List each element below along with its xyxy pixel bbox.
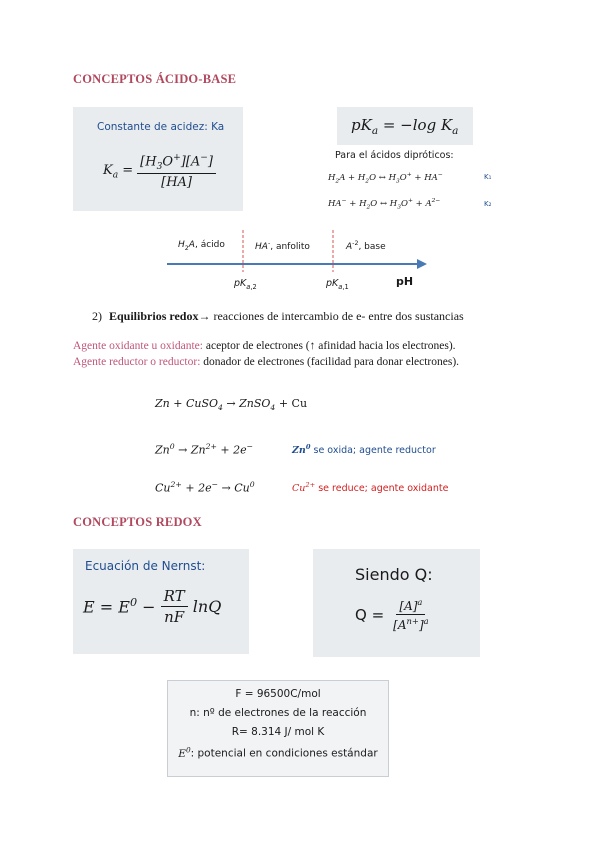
diprotic-label: Para el ácidos dipróticos:: [335, 150, 454, 161]
oxidant-definition: [73, 340, 456, 352]
list-number: 2): [92, 309, 102, 323]
q-box: [313, 549, 480, 657]
nernst-formula: $E = E^0$ − $\frac{RT}{nF}$ lnQ: [83, 587, 222, 626]
legend-electrons: n: nº de electrones de la reacción: [189, 707, 367, 719]
oxidant-term: Agente oxidante u oxidante:: [73, 340, 203, 352]
ka-definition-box: [73, 107, 243, 211]
diprotic-k2: K₂: [484, 200, 492, 208]
nernst-title: Ecuación de Nernst:: [85, 559, 206, 573]
legend-faraday: F = 96500C/mol: [235, 688, 321, 700]
half-reaction-oxidation: $Zn^0 \to Zn^{2+} + 2e^-$: [155, 442, 254, 457]
reductor-term: Agente reductor o reductor:: [73, 356, 201, 368]
q-title: Siendo Q:: [355, 565, 433, 584]
section-heading-acid-base: CONCEPTOS ÁCIDO-BASE: [73, 72, 237, 86]
pk2-label: $pK_{a,1}$: [326, 278, 349, 291]
oxidant-def: aceptor de electrones (↑ afinidad hacia los electrones).: [202, 340, 456, 352]
reductor-def: donador de electrones (facilidad para donar electrones).: [200, 356, 460, 368]
half-reaction-reduction: $Cu^{2+} + 2e^- \to Cu^0$: [155, 480, 255, 495]
zone-ampholyte: HA-, anfolito: [255, 240, 310, 252]
ph-axis-label: pH: [396, 275, 414, 288]
redox-intro-title: Equilibrios redox: [109, 309, 199, 323]
section-heading-redox: CONCEPTOS REDOX: [73, 515, 202, 529]
pk1-label: $pK_{a,2}$: [234, 278, 257, 291]
diprotic-k1: K₁: [484, 173, 492, 181]
reductor-definition: [73, 356, 459, 368]
oxidation-note-text: se oxida; agente reductor: [310, 445, 436, 457]
reduction-note: $Cu^{2+}$ se reduce; agente oxidante: [292, 481, 449, 495]
diprotic-equation-1: $H_2A + H_2O$ ↔ $H_3O^+ + HA^-$: [328, 171, 443, 185]
q-formula: Q = $\frac{[A]^a}{[A^{n+}]^a}$: [355, 597, 429, 632]
reduction-note-text: se reduce; agente oxidante: [315, 483, 449, 495]
ka-box-title: Constante de acidez: Ka: [97, 121, 225, 133]
oxidation-note: Zn$^0$ se oxida; agente reductor: [292, 443, 436, 457]
nernst-box: [73, 549, 249, 654]
ph-axis-arrowhead: [417, 259, 427, 269]
pka-formula-box: [337, 107, 473, 145]
zone-acid: $H_2A$, ácido: [178, 240, 225, 252]
constants-legend-box: [167, 680, 389, 777]
redox-intro-text: → reacciones de intercambio de e- entre dos sustancias: [198, 309, 464, 323]
legend-gas-constant: R= 8.314 J/ mol K: [231, 726, 325, 738]
ph-scale-diagram: [165, 228, 435, 298]
ka-formula: $K_a$ = $\frac{[H_3O^+][A^-]}{[HA]}$: [103, 153, 216, 190]
pka-formula: $pK_a = -\log$ $K_a$: [351, 116, 459, 137]
diprotic-equation-2: $HA^- + H_2O$ ↔ $H_3O^+ + A^{2-}$: [328, 197, 441, 211]
redox-intro-line: [92, 309, 464, 324]
main-reaction: Zn + CuSO$_4$ → ZnSO$_4$ + Cu: [155, 397, 308, 413]
zone-base: $A^{-2}$, base: [346, 240, 386, 252]
legend-standard-potential: $E^0$: potencial en condiciones estándar: [178, 745, 378, 760]
